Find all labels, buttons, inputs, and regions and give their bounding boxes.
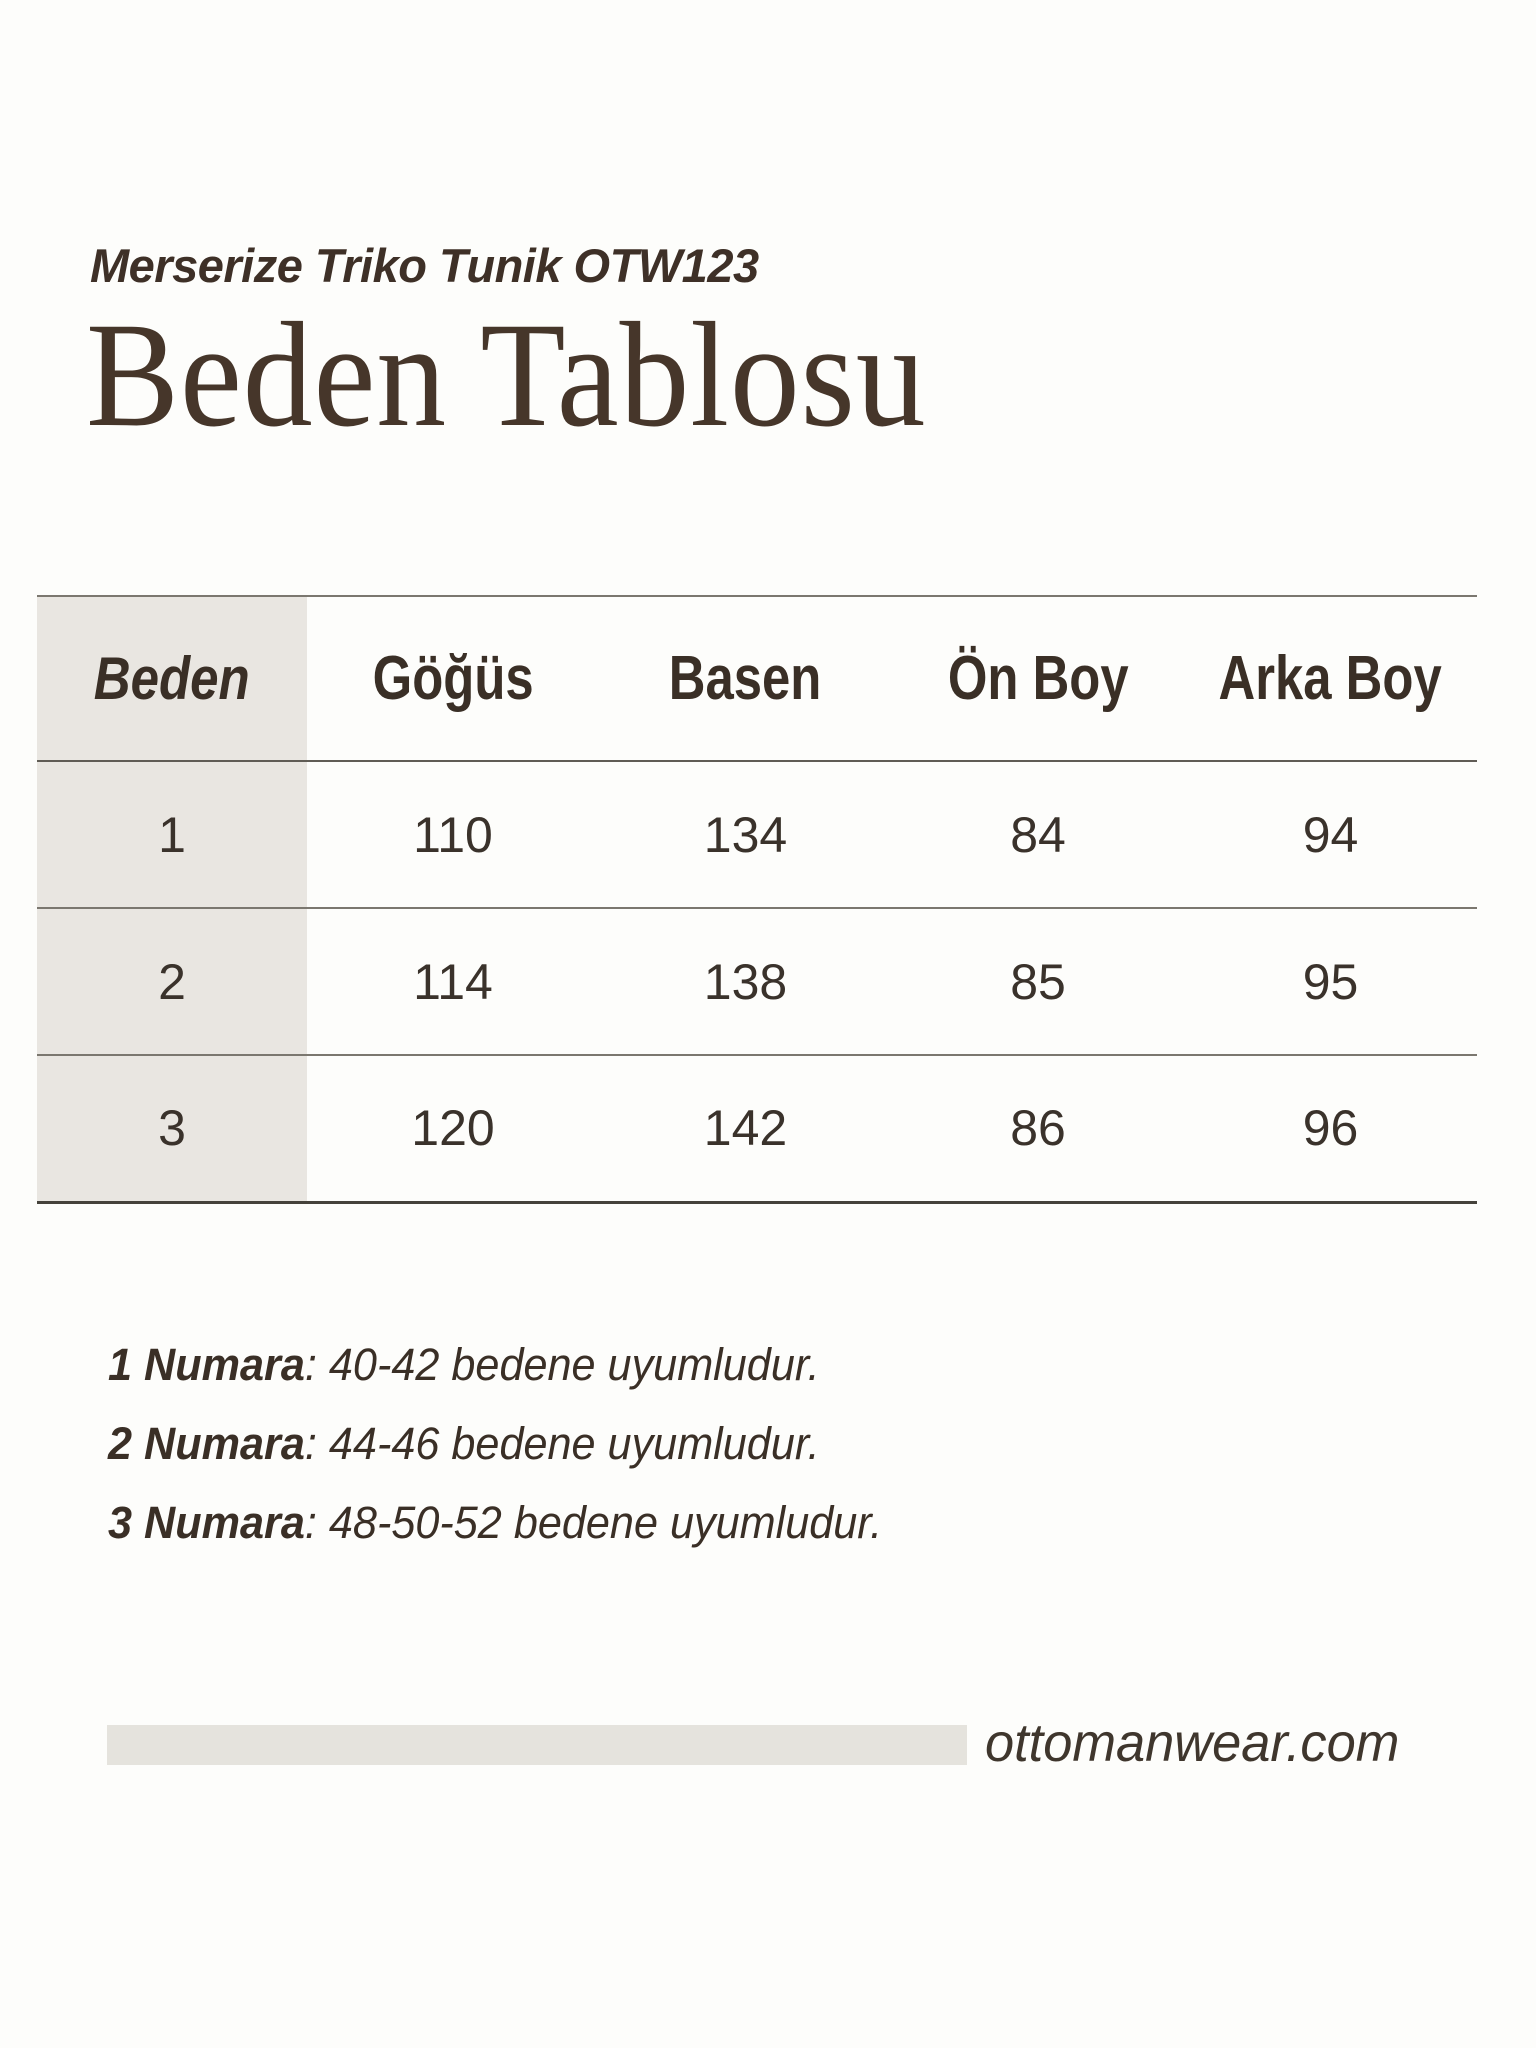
cell-value: 1 <box>158 806 186 863</box>
column-header-on-boy-label: Ön Boy <box>947 644 1129 713</box>
column-header-gogus <box>307 596 599 761</box>
cell-value: 3 <box>158 1100 186 1157</box>
column-header-basen-label: Basen <box>669 644 822 713</box>
cell-gogus-1 <box>307 761 599 908</box>
note-label: 1 Numara <box>108 1339 305 1390</box>
cell-value: 95 <box>1302 953 1359 1010</box>
column-header-beden-label: Beden <box>94 645 250 712</box>
cell-arka-boy-2 <box>1184 908 1477 1055</box>
cell-value: 94 <box>1302 806 1359 863</box>
table-row-size-3 <box>37 1055 1477 1202</box>
note-text: : 48-50-52 bedene uyumludur. <box>304 1497 883 1548</box>
column-header-gogus-label: Göğüs <box>372 644 534 713</box>
cell-value: 120 <box>411 1100 495 1157</box>
cell-arka-boy-3 <box>1184 1055 1477 1202</box>
cell-on-boy-2 <box>892 908 1184 1055</box>
cell-value: 142 <box>703 1100 788 1157</box>
cell-value: 134 <box>703 806 788 863</box>
cell-beden-3 <box>37 1055 307 1202</box>
table-row-size-1 <box>37 761 1477 908</box>
cell-value: 114 <box>413 953 493 1010</box>
cell-basen-1 <box>599 761 892 908</box>
page-title: Beden Tablosu <box>86 292 927 458</box>
column-header-on-boy <box>892 596 1184 761</box>
note-text: : 40-42 bedene uyumludur. <box>304 1339 820 1390</box>
cell-value: 84 <box>1010 806 1066 863</box>
note-label: 2 Numara <box>108 1418 305 1469</box>
column-header-arka-boy-label: Arka Boy <box>1218 644 1443 713</box>
note-size-3 <box>108 1497 883 1548</box>
cell-gogus-3 <box>307 1055 599 1202</box>
cell-value: 2 <box>158 953 186 1010</box>
cell-value: 85 <box>1010 953 1066 1010</box>
note-text: : 44-46 bedene uyumludur. <box>304 1418 820 1469</box>
cell-on-boy-3 <box>892 1055 1184 1202</box>
column-header-arka-boy <box>1184 596 1477 761</box>
note-label: 3 Numara <box>108 1497 305 1548</box>
cell-value: 96 <box>1302 1100 1359 1157</box>
cell-on-boy-1 <box>892 761 1184 908</box>
size-table <box>37 595 1477 1204</box>
cell-basen-2 <box>599 908 892 1055</box>
cell-beden-2 <box>37 908 307 1055</box>
website-url: ottomanwear.com <box>985 1713 1400 1773</box>
cell-value: 110 <box>413 806 493 863</box>
cell-value: 138 <box>703 953 788 1010</box>
cell-gogus-2 <box>307 908 599 1055</box>
table-header-row <box>37 596 1477 761</box>
table-row-size-2 <box>37 908 1477 1055</box>
footer-logo-bar <box>107 1725 967 1765</box>
column-header-basen <box>599 596 892 761</box>
cell-basen-3 <box>599 1055 892 1202</box>
cell-beden-1 <box>37 761 307 908</box>
cell-arka-boy-1 <box>1184 761 1477 908</box>
note-size-2 <box>108 1418 820 1469</box>
product-name: Merserize Triko Tunik OTW123 <box>90 239 759 292</box>
cell-value: 86 <box>1010 1100 1066 1157</box>
note-size-1 <box>108 1339 820 1390</box>
column-header-beden <box>37 596 307 761</box>
